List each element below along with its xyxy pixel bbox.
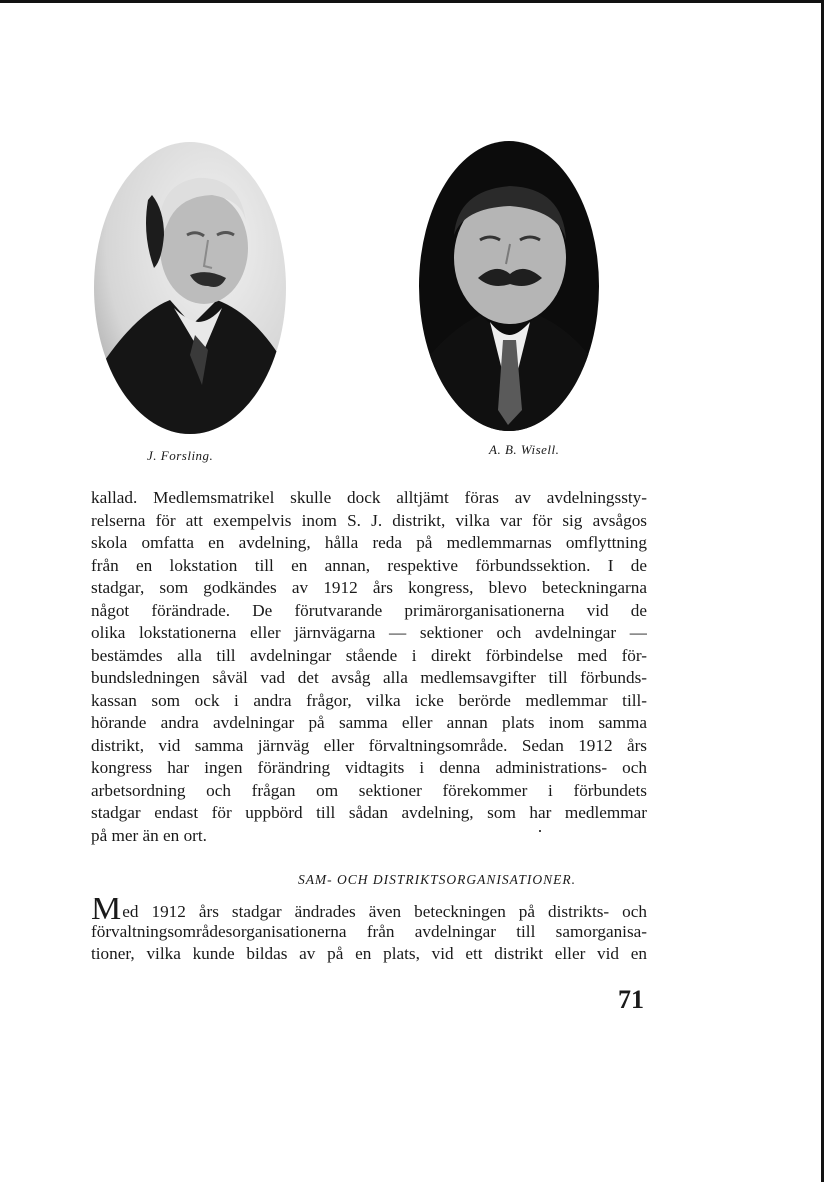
portrait-forsling	[92, 140, 288, 436]
page-edge-top	[0, 0, 824, 3]
drop-cap: M	[91, 898, 122, 921]
text-line: bundsledningen såväl vad det avsåg alla medlemsavgifter till förbunds-	[91, 668, 647, 687]
text-line: något förändrade. De förutvarande primärorganisationerna vid de	[91, 600, 647, 620]
section-heading: SAM- OCH DISTRIKTSORGANISATIONER.	[297, 872, 577, 887]
text-line: relserna för att exempelvis inom S. J. distrikt, vilka var för sig avsågos	[91, 510, 647, 530]
text-line: arbetsordning och frågan om sektioner förekommer i förbundets	[91, 780, 647, 800]
text-line: kassan som ock i andra frågor, vilka icke berörde medlemmar till-	[91, 690, 647, 710]
portrait-caption-wisell: A. B. Wisell.	[489, 442, 560, 457]
text-line: hörande andra avdelningar på samma eller annan plats inom samma	[91, 713, 647, 732]
text-line: förvaltningsområdesorganisationerna från avdelningar till samorganisa-	[91, 921, 647, 941]
text-line: bestämdes alla till avdelningar stående i direkt förbindelse med för-	[91, 645, 647, 665]
text-line: skola omfatta en avdelning, hålla reda på medlemmarnas omflyttning	[91, 533, 647, 552]
text-line-first	[91, 898, 647, 921]
portrait-wisell	[418, 140, 600, 432]
print-speck	[539, 830, 541, 832]
text-line: stadgar, som godkändes av 1912 års kongress, blevo beteckningarna	[91, 578, 647, 597]
text-line: tioner, vilka kunde bildas av på en plats, vid ett distrikt eller vid en	[91, 944, 647, 963]
text-line: kallad. Medlemsmatrikel skulle dock alltjämt föras av avdelningssty-	[91, 488, 647, 507]
body-paragraph-1	[91, 487, 647, 847]
text-line: stadgar endast för uppbörd till sådan avdelning, som har medlemmar	[91, 803, 647, 822]
text-line: distrikt, vid samma järnväg eller förvaltningsområde. Sedan 1912 års	[91, 735, 647, 755]
text-line: på mer än en ort.	[91, 825, 207, 845]
text-line: från en lokstation till en annan, respektive förbundssektion. I de	[91, 555, 647, 575]
text-line: olika lokstationerna eller järnvägarna — sektioner och avdelningar —	[91, 623, 647, 642]
page-number: 71	[618, 985, 644, 1014]
portrait-caption-forsling: J. Forsling.	[147, 448, 214, 463]
text-line: kongress har ingen förändring vidtagits i denna administrations- och	[91, 758, 647, 777]
body-paragraph-2	[91, 898, 647, 966]
first-line-text: ed 1912 års stadgar ändrades även beteckningen på distrikts- och	[122, 902, 647, 921]
